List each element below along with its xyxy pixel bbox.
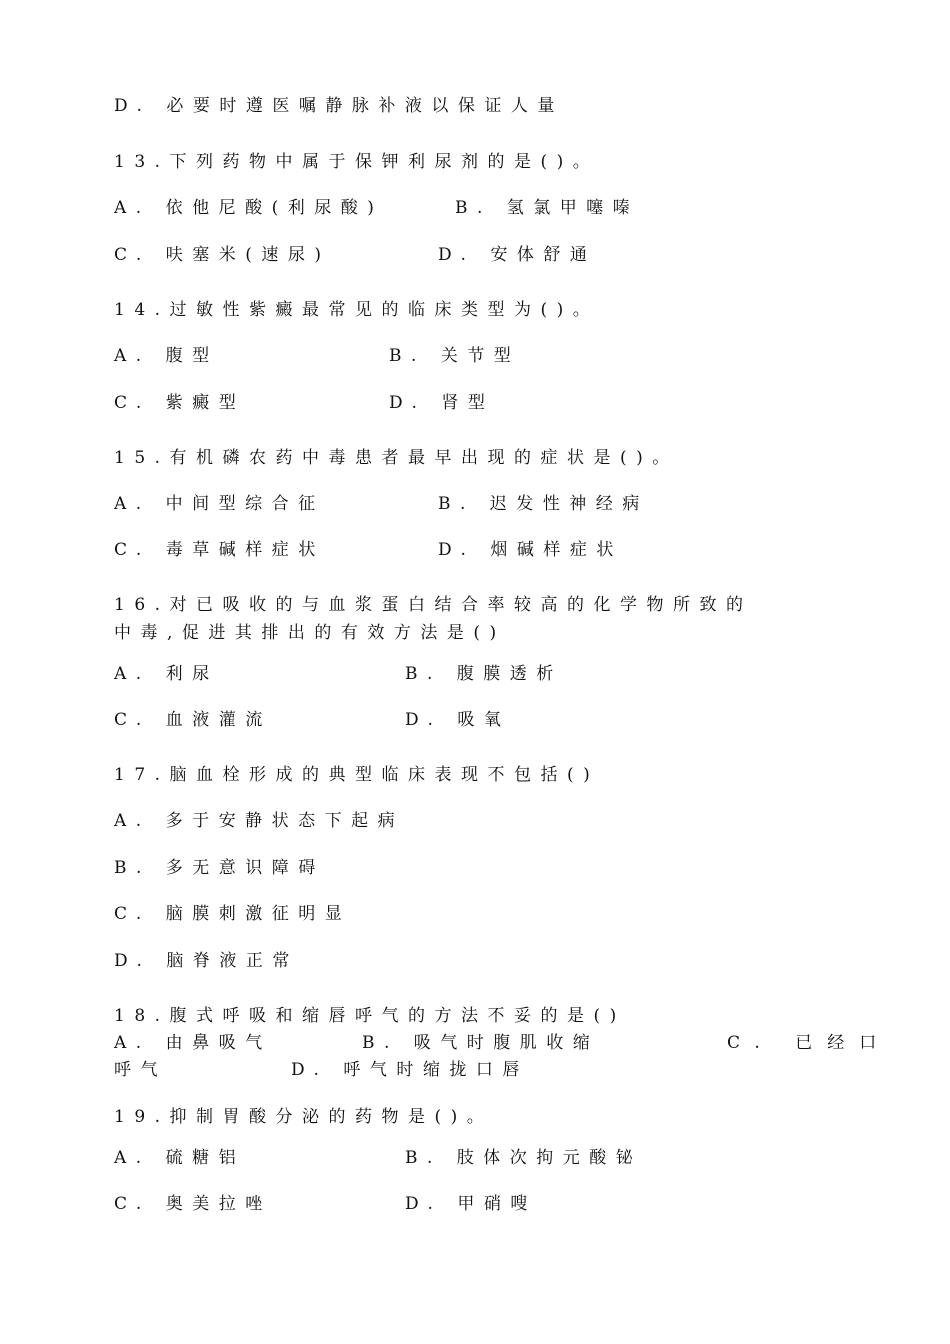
q19-option-c: C. 奥美拉唑 [114, 1194, 272, 1214]
q17-option-d: D. 脑脊液正常 [114, 951, 299, 971]
q18-stem: 18.腹式呼吸和缩唇呼气的方法不妥的是() [114, 1006, 626, 1026]
q13-option-a: A. 依他尼酸(利尿酸) [114, 198, 384, 218]
q14-option-a: A. 腹型 [114, 346, 219, 366]
q15-option-a: A. 中间型综合征 [114, 494, 325, 514]
q17-option-b: B. 多无意识障碍 [114, 858, 325, 878]
q17-option-c: C. 脑膜刺激征明显 [114, 904, 352, 924]
q18-option-d: D. 呼气时缩拢口唇 [291, 1060, 529, 1080]
q19-option-a: A. 硫糖铝 [114, 1148, 246, 1168]
q15-option-d: D. 烟碱样症状 [438, 540, 623, 560]
q17-option-a: A. 多于安静状态下起病 [114, 811, 405, 831]
q13-stem: 13.下列药物中属于保钾利尿剂的是()。 [114, 152, 600, 172]
q14-stem: 14.过敏性紫癜最常见的临床类型为()。 [114, 300, 600, 320]
q12-option-d: D. 必要时遵医嘱静脉补液以保证人量 [114, 96, 564, 116]
q18-option-c-continued: 呼气 [114, 1060, 167, 1080]
q16-stem-line2: 中毒,促进其排出的有效方法是() [114, 623, 506, 643]
q17-stem: 17.脑血栓形成的典型临床表现不包括() [114, 765, 600, 785]
q18-option-c: C. 已经口 [727, 1033, 892, 1053]
q18-option-a: A. 由鼻吸气 [114, 1033, 272, 1053]
q16-option-c: C. 血液灌流 [114, 710, 272, 730]
q16-option-b: B. 腹膜透析 [405, 664, 563, 684]
q13-option-c: C. 呋塞米(速尿) [114, 245, 331, 265]
q15-stem: 15.有机磷农药中毒患者最早出现的症状是()。 [114, 448, 679, 468]
q18-option-b: B. 吸气时腹肌收缩 [362, 1033, 600, 1053]
q13-option-d: D. 安体舒通 [438, 245, 597, 265]
q13-option-b: B. 氢氯甲噻嗪 [455, 198, 640, 218]
q19-option-d: D. 甲硝嗖 [405, 1194, 537, 1214]
q16-stem-line1: 16.对已吸收的与血浆蛋白结合率较高的化学物所致的 [114, 595, 753, 615]
q15-option-b: B. 迟发性神经病 [438, 494, 649, 514]
q15-option-c: C. 毒草碱样症状 [114, 540, 325, 560]
q14-option-d: D. 肾型 [389, 393, 495, 413]
q19-stem: 19.抑制胃酸分泌的药物是()。 [114, 1107, 494, 1127]
q16-option-d: D. 吸氧 [405, 710, 511, 730]
q19-option-b: B. 肢体次拘元酸铋 [405, 1148, 643, 1168]
q16-option-a: A. 利尿 [114, 664, 219, 684]
q14-option-b: B. 关节型 [389, 346, 521, 366]
q14-option-c: C. 紫癜型 [114, 393, 246, 413]
